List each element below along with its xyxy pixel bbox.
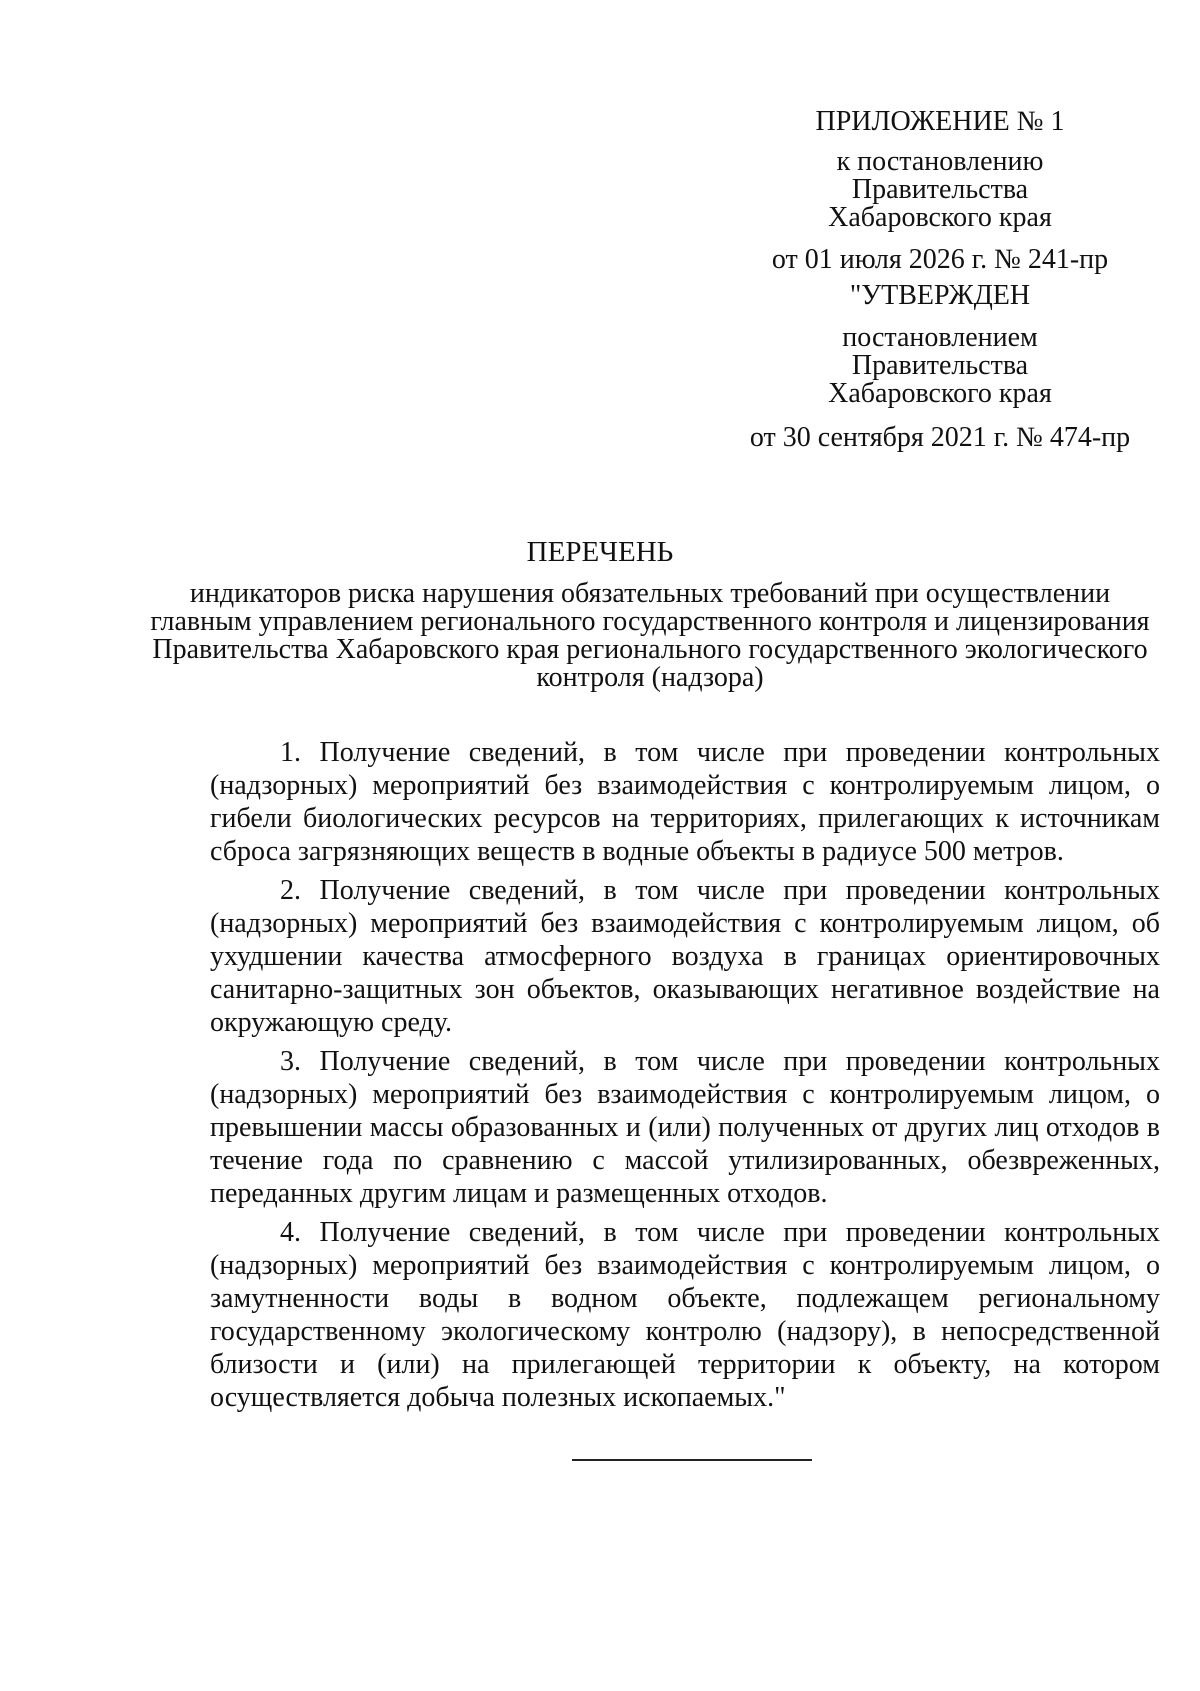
appendix-date: от 01 июля 2026 г. № 241-пр	[771, 244, 1109, 275]
appendix-heading: ПРИЛОЖЕНИЕ № 1	[815, 106, 1065, 137]
approved-line-3: Хабаровского края	[828, 378, 1052, 409]
indicator-item-3: 3. Получение сведений, в том числе при проведении контрольных (надзорных) мероприятий без взаимодействия с контролируемым лицом, о превышении массы образованных и (или) полученных от других лиц отходов в течение года по сравнению с массой утилизированных, обезвреженных, переданных другим лицам и размещенных отходов.	[210, 1046, 1160, 1209]
indicator-item-4: 4. Получение сведений, в том числе при проведении контрольных (надзорных) мероприятий без взаимодействия с контролируемым лицом, о замутненности воды в водном объекте, подлежащем региональному государственному экологическому контролю (надзору), в непосредственной близости и (или) на прилегающей территории к объекту, на котором осуществляется добыча полезных ископаемых."	[210, 1217, 1160, 1413]
end-divider	[572, 1459, 812, 1461]
approved-line-2: Правительства	[851, 350, 1029, 381]
document-title: ПЕРЕЧЕНЬ	[526, 536, 674, 568]
approved-block	[730, 282, 1150, 452]
approved-line-1: постановлением	[842, 322, 1038, 353]
appendix-line-3: Хабаровского края	[828, 202, 1052, 233]
appendix-line-1: к постановлению	[836, 146, 1044, 177]
indicator-item-1: 1. Получение сведений, в том числе при проведении контрольных (надзорных) мероприятий без взаимодействия с контролируемым лицом, о гибели биологических ресурсов на территориях, прилегающих к источникам сброса загрязняющих веществ в водные объекты в радиусе 500 метров.	[210, 737, 1160, 867]
indicator-item-2: 2. Получение сведений, в том числе при проведении контрольных (надзорных) мероприятий без взаимодействия с контролируемым лицом, об ухудшении качества атмосферного воздуха в границах ориентировочных санитарно-защитных зон объектов, оказывающих негативное воздействие на окружающую среду.	[210, 875, 1160, 1038]
appendix-line-2: Правительства	[851, 174, 1029, 205]
indicator-list	[210, 736, 1160, 1420]
approved-date: от 30 сентября 2021 г. № 474-пр	[749, 422, 1131, 453]
appendix-block	[770, 108, 1110, 274]
document-subtitle: индикаторов риска нарушения обязательных требований при осуществлении главным управлением регионального государственного контроля и лицензирования Правительства Хабаровского края регионального государственного экологического контроля (надзора)	[150, 578, 1150, 693]
approved-heading: "УТВЕРЖДЕН	[849, 280, 1031, 311]
